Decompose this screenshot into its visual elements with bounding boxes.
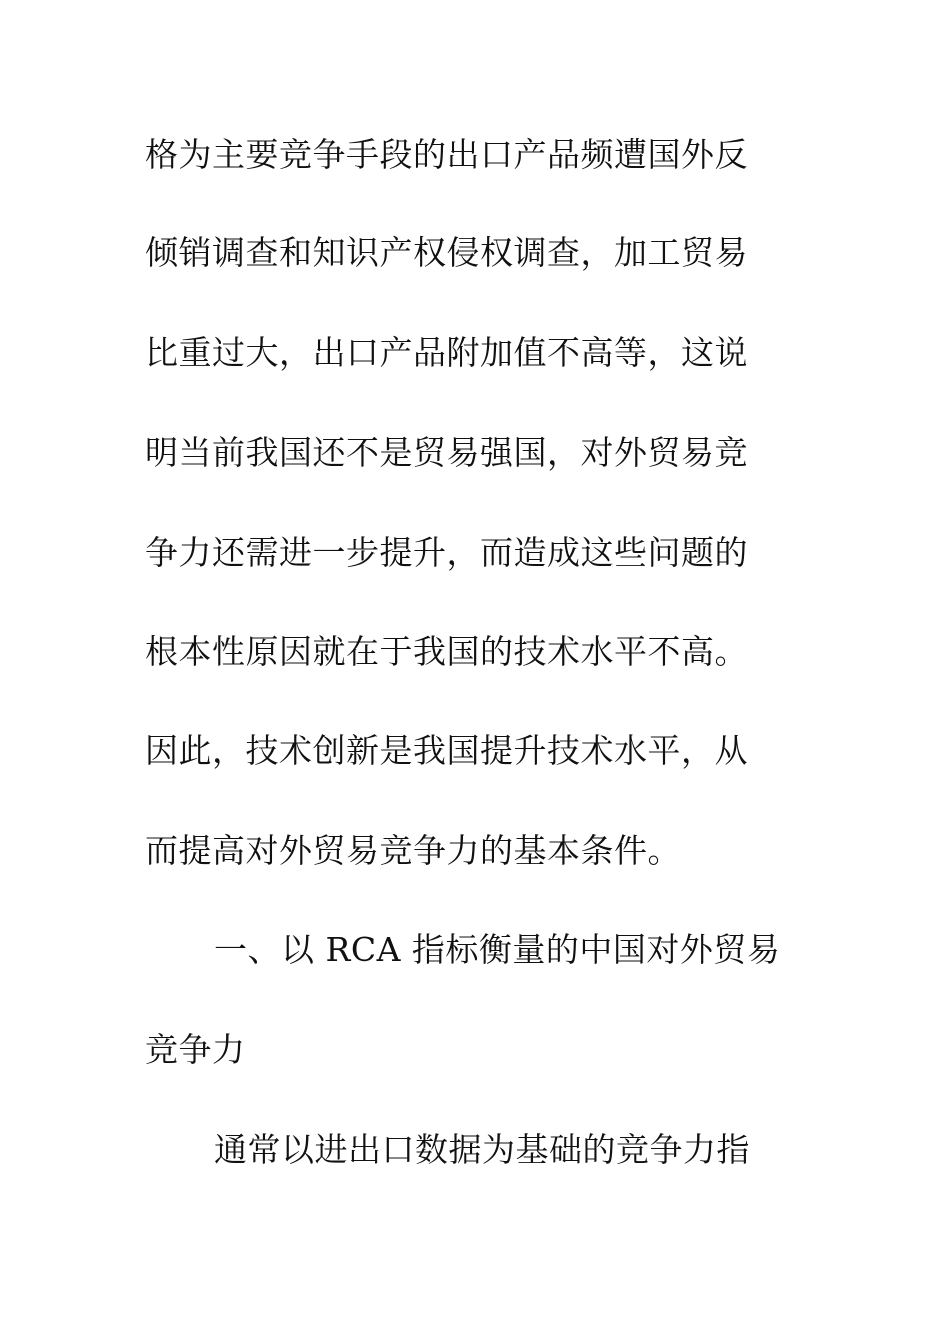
body-text-line: 比重过大，出口产品附加值不高等，这说 xyxy=(145,333,748,372)
body-text-line: 格为主要竞争手段的出口产品频遭国外反 xyxy=(145,135,748,174)
paragraph-first-line: 通常以进出口数据为基础的竞争力指 xyxy=(214,1130,750,1169)
body-text-line: 而提高对外贸易竞争力的基本条件。 xyxy=(145,831,681,870)
body-text-line: 倾销调查和知识产权侵权调查，加工贸易 xyxy=(145,233,748,272)
body-text-line: 争力还需进一步提升，而造成这些问题的 xyxy=(145,533,748,572)
section-heading-continuation: 竞争力 xyxy=(145,1030,246,1069)
body-text-line: 明当前我国还不是贸易强国，对外贸易竞 xyxy=(145,433,748,472)
body-text-line: 因此，技术创新是我国提升技术水平，从 xyxy=(145,731,748,770)
section-heading: 一、以 RCA 指标衡量的中国对外贸易 xyxy=(214,930,781,969)
body-text-line: 根本性原因就在于我国的技术水平不高。 xyxy=(145,632,748,671)
